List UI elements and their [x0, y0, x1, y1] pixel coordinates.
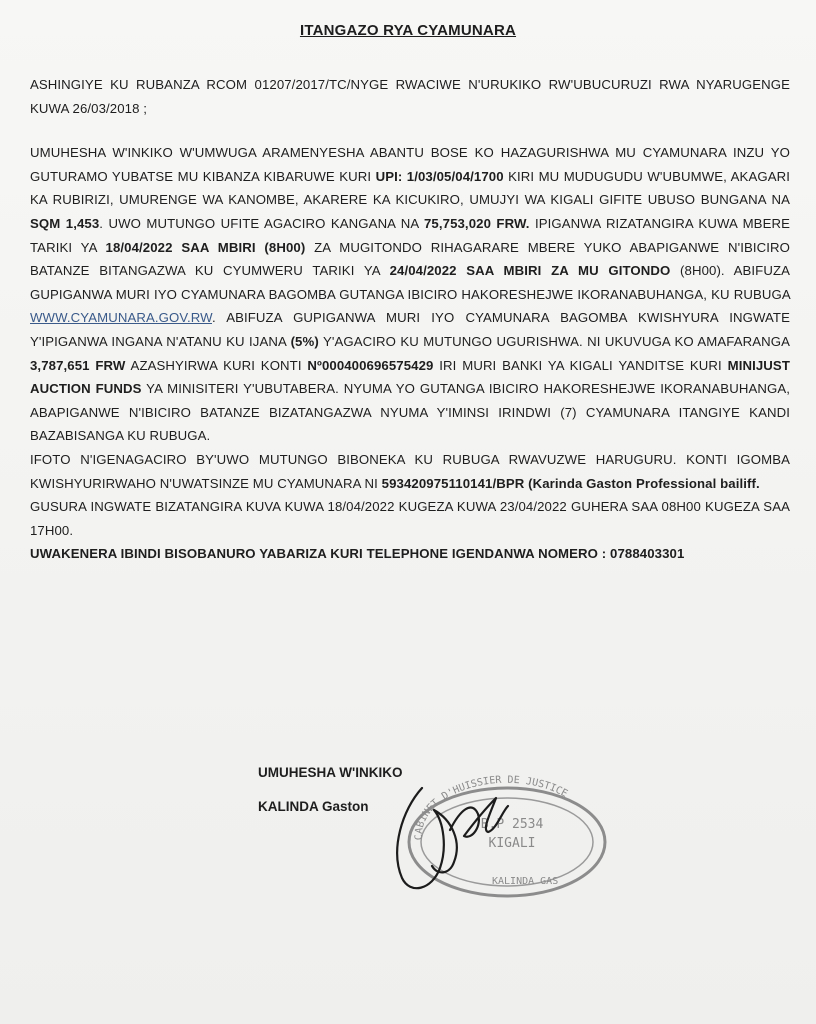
stamp-city: KIGALI [488, 836, 536, 851]
signature-role: UMUHESHA W'INKIKO [258, 765, 403, 780]
property-value: 75,753,020 FRW. [424, 215, 530, 231]
winner-account-number: 593420975110141/BPR [381, 475, 525, 491]
area-value: SQM 1,453 [30, 215, 100, 231]
paragraph-photo-account [30, 448, 790, 495]
bailiff-title: Professional bailiff. [635, 475, 760, 491]
document-title: ITANGAZO RYA CYAMUNARA [299, 22, 517, 39]
signature-name: KALINDA Gaston [258, 799, 369, 814]
upi-number: UPI: 1/03/05/04/1700 [375, 168, 504, 184]
auction-text-6: (8H00). ABIFUZA GUPIGANWA MURI IYO CYAMUNARA BAGOMBA GUTANGA IBICIRO HAKORESHEJWE IKORANABUHANGA, KU RUBUGA [30, 263, 791, 302]
deposit-account-number: Nº000400696575429 [307, 357, 434, 373]
auction-text-4: IPIGANWA RIZATANGIRA KUWA MBERE TARIKI YA [30, 215, 790, 255]
auction-text-3: . UWO MUTUNGO UFITE AGACIRO KANGANA NA [99, 215, 424, 231]
auction-text-7: . ABIFUZA GUPIGANWA MURI IYO CYAMUNARA BAGOMBA KWISHYURA INGWATE Y'IPIGANWA INGANA N'ATANU KU IJANA [30, 310, 790, 349]
bailiff-name-inline: (Karinda Gaston [524, 475, 636, 491]
contact-phone-text: UWAKENERA IBINDI BISOBANURO YABARIZA KURI TELEPHONE IGENDANWA NOMERO : 0788403301 [30, 546, 685, 562]
paragraph-case-reference [30, 73, 790, 120]
official-stamp [392, 770, 612, 900]
visit-schedule-text: GUSURA INGWATE BIZATANGIRA KUVA KUWA 18/04/2022 KUGEZA KUWA 23/04/2022 GUHERA SAA 08H00 KUGEZA SAA 17H00. [30, 499, 790, 538]
fund-name: MINIJUST AUCTION FUNDS [30, 357, 790, 397]
stamp-bp: B.P 2534 [480, 817, 544, 832]
deposit-percent: (5%) [290, 333, 319, 349]
auction-text-8: Y'AGACIRO KU MUTUNGO UGURISHWA. NI UKUVUGA KO AMAFARANGA [318, 333, 790, 349]
auction-text-1: UMUHESHA W'INKIKO W'UMWUGA ARAMENYESHA ABANTU BOSE KO HAZAGURISHWA MU CYAMUNARA INZU YO GUTURAMO YUBATSE MU KIBANZA KIBARUWE KURI [30, 145, 790, 184]
auction-website-link[interactable]: WWW.CYAMUNARA.GOV.RW [30, 310, 212, 326]
stamp-bottom-text: KALINDA GAS [492, 876, 559, 887]
auction-text-9: AZASHYIRWA KURI KONTI [125, 357, 308, 373]
auction-start-date: 18/04/2022 SAA MBIRI (8H00) [105, 239, 306, 255]
auction-text-10: IRI MURI BANKI YA KIGALI YANDITSE KURI [433, 357, 728, 373]
deposit-amount: 3,787,651 FRW [30, 357, 126, 373]
paragraph-contact [30, 542, 790, 566]
auction-end-date: 24/04/2022 SAA MBIRI ZA MU GITONDO [389, 263, 671, 279]
paragraph-auction-details [30, 141, 790, 448]
auction-text-2: KIRI MU MUDUGUDU W'UBUMWE, AKAGARI KA RUBIRIZI, UMURENGE WA KANOMBE, AKARERE KA KICUKIRO, UMUJYI WA KIGALI GIFITE UBUSO BUNGANA NA [30, 168, 790, 208]
signature-block [258, 756, 402, 824]
photo-text: IFOTO N'IGENAGACIRO BY'UWO MUTUNGO BIBONEKA KU RUBUGA RWAVUZWE HARUGURU. KONTI IGOMBA KWISHYURIRWAHO N'UWATSINZE MU CYAMUNARA NI [30, 451, 790, 491]
auction-text-11: YA MINISITERI Y'UBUTABERA [141, 381, 336, 397]
paragraph-visit-schedule [30, 495, 790, 542]
auction-text-12: . NYUMA YO GUTANGA IBICIRO HAKORESHEJWE IKORANABUHANGA, ABAPIGANWE N'IBICIRO BATANZE BIZATANGAZWA NYUMA Y'IMINSI IRINDWI (7) CYAMUNARA ITANGIYE KANDI BAZABISANGA KU RUBUGA. [30, 381, 790, 444]
case-reference-text: ASHINGIYE KU RUBANZA RCOM 01207/2017/TC/NYGE RWACIWE N'URUKIKO RW'UBUCURUZI RWA NYARUGENGE KUWA 26/03/2018 ; [30, 77, 790, 116]
document-body [30, 73, 790, 566]
auction-text-5: ZA MUGITONDO RIHAGARARE MBERE YUKO ABAPIGANWE N'IBICIRO BATANZE BITANGAZWA KU CYUMWERU TARIKI YA [30, 239, 790, 279]
stamp-top-text: CABINET D'HUISSIER DE JUSTICE [413, 774, 570, 841]
